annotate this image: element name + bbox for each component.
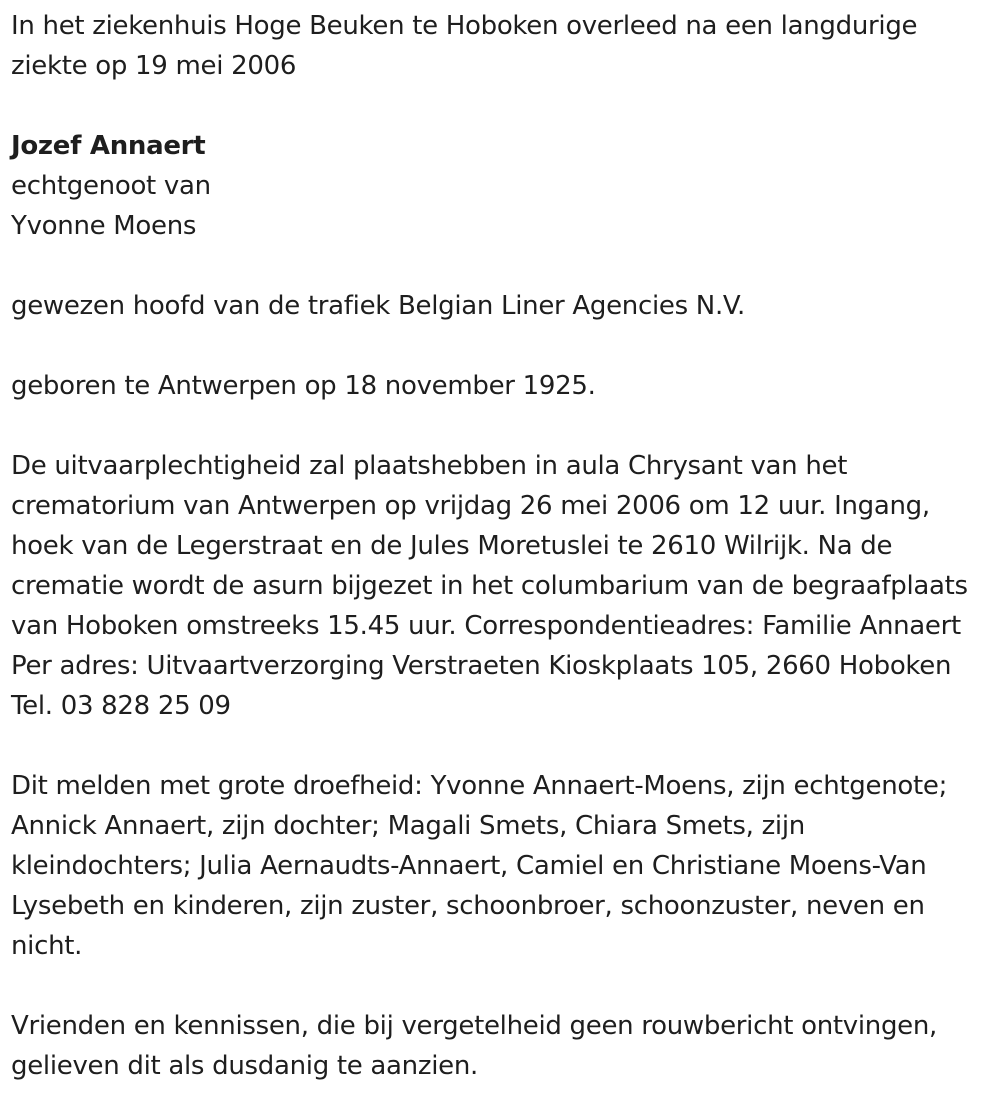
funeral-paragraph: De uitvaarplechtigheid zal plaatshebben in aula Chrysant van het crematorium van Antwerpen op vrijdag 26 mei 2006 om 12 uur. Ingang, hoek van de Legerstraat en de Jules Moretuslei te 2610 Wilrijk. Na de crematie wordt de asurn bijgezet in het columbarium van de begraafplaats van Hoboken omstreeks 15.45 uur. Correspondentieadres: Familie Annaert Per adres: Uitvaartverzorging Verstraeten Kioskplaats 105, 2660 Hoboken Tel. 03 828 25 09 bbox=[11, 451, 968, 721]
occupation-line: gewezen hoofd van de trafiek Belgian Liner Agencies N.V. bbox=[11, 291, 746, 321]
death-announcement bbox=[11, 6, 993, 1086]
spouse-name: Yvonne Moens bbox=[11, 211, 197, 241]
closing-paragraph: Vrienden en kennissen, die bij vergetelheid geen rouwbericht ontvingen, gelieven dit als dusdanig te aanzien. bbox=[11, 1011, 938, 1081]
intro-paragraph: In het ziekenhuis Hoge Beuken te Hoboken overleed na een langdurige ziekte op 19 mei 2006 bbox=[11, 11, 918, 81]
family-paragraph: Dit melden met grote droefheid: Yvonne Annaert-Moens, zijn echtgenote; Annick Annaert, zijn dochter; Magali Smets, Chiara Smets, zijn kleindochters; Julia Aernaudts-Annaert, Camiel en Christiane Moens-Van Lysebeth en kinderen, zijn zuster, schoonbroer, schoonzuster, neven en nicht. bbox=[11, 771, 948, 961]
birth-line: geboren te Antwerpen op 18 november 1925. bbox=[11, 371, 596, 401]
deceased-name: Jozef Annaert bbox=[11, 131, 206, 161]
spouse-prefix: echtgenoot van bbox=[11, 171, 211, 201]
